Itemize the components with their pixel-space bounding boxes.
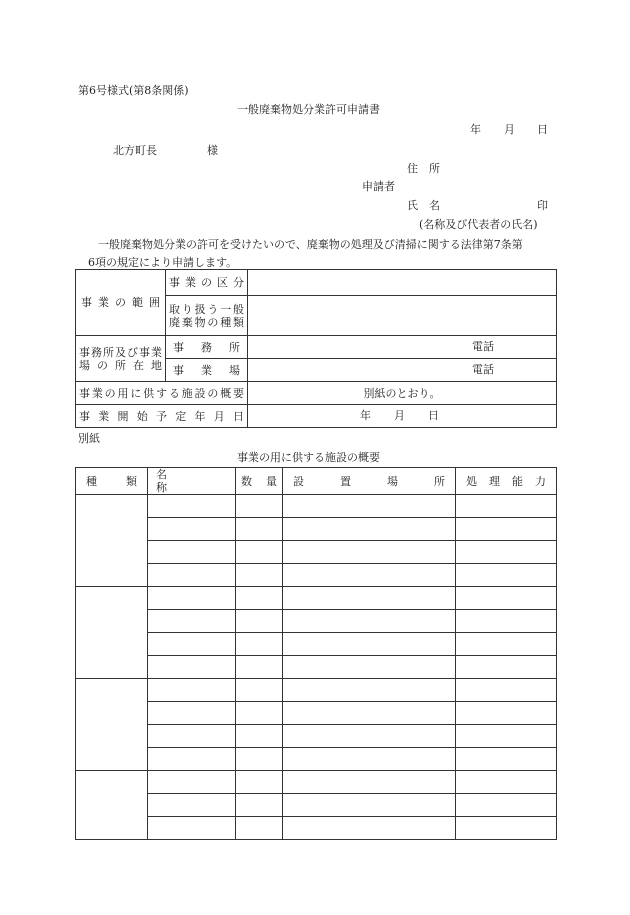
capacity-cell[interactable] [456,817,557,840]
office-value[interactable] [248,336,557,359]
start-year-label: 年 [360,409,371,422]
site-value[interactable] [248,359,557,382]
capacity-cell[interactable] [456,587,557,610]
capacity-cell[interactable] [456,610,557,633]
name-cell[interactable] [148,541,236,564]
facility-overview-value: 別紙のとおり。 [248,382,557,405]
quantity-cell[interactable] [236,656,283,679]
quantity-cell[interactable] [236,610,283,633]
capacity-cell[interactable] [456,564,557,587]
location-cell[interactable] [283,633,456,656]
facility-overview-cell [76,382,248,405]
name-cell[interactable] [148,495,236,518]
start-day-label: 日 [428,409,439,422]
site-label: 事業場 [173,363,240,377]
business-category-value[interactable] [248,270,557,296]
document-title: 一般廃棄物処分業許可申請書 [237,103,380,116]
capacity-cell[interactable] [456,495,557,518]
location-cell[interactable] [283,564,456,587]
table-row [76,564,557,587]
start-month-label: 月 [394,409,405,422]
name-cell[interactable] [148,587,236,610]
waste-type-label-1: 取り扱う一般 [169,302,244,316]
location-cell[interactable] [283,541,456,564]
quantity-cell[interactable] [236,771,283,794]
name-cell[interactable] [148,748,236,771]
location-cell[interactable] [283,748,456,771]
table-row [76,587,557,610]
office-label-1: 事務所及び事業 [79,345,162,359]
table-row [76,518,557,541]
name-cell[interactable] [148,817,236,840]
quantity-cell[interactable] [236,748,283,771]
table-row [76,794,557,817]
type-cell[interactable] [76,679,148,771]
column-location: 設 置 場 所 [283,468,456,495]
start-date-cell [76,405,248,428]
location-cell[interactable] [283,702,456,725]
table-row [76,725,557,748]
location-cell[interactable] [283,610,456,633]
form-number: 第6号様式(第8条関係) [78,84,189,97]
start-date-label: 事業開始予定年月日 [79,409,244,423]
waste-type-label-2: 廃棄物の種類 [169,315,244,329]
name-cell[interactable] [148,725,236,748]
quantity-cell[interactable] [236,541,283,564]
business-category-cell [166,270,248,296]
name-cell[interactable] [148,656,236,679]
name-label: 氏 名 [407,199,440,212]
start-date-value[interactable] [248,405,557,428]
location-cell[interactable] [283,587,456,610]
location-cell[interactable] [283,518,456,541]
quantity-cell[interactable] [236,564,283,587]
name-cell[interactable] [148,633,236,656]
office-label-2: 場の所在地 [79,358,162,372]
quantity-cell[interactable] [236,702,283,725]
name-cell[interactable] [148,679,236,702]
quantity-cell[interactable] [236,725,283,748]
capacity-cell[interactable] [456,633,557,656]
quantity-cell[interactable] [236,794,283,817]
date-day-label: 日 [537,123,548,136]
capacity-cell[interactable] [456,679,557,702]
body-text-line1: 一般廃棄物処分業の許可を受けたいので、廃棄物の処理及び清掃に関する法律第7条第 [98,238,523,251]
location-cell[interactable] [283,725,456,748]
name-note: (名称及び代表者の氏名) [419,218,538,231]
quantity-cell[interactable] [236,587,283,610]
office-label: 事務所 [173,340,240,354]
capacity-cell[interactable] [456,748,557,771]
quantity-cell[interactable] [236,518,283,541]
attachment-label: 別紙 [78,432,100,445]
table-row [76,610,557,633]
capacity-cell[interactable] [456,541,557,564]
table-row [76,541,557,564]
location-cell[interactable] [283,495,456,518]
quantity-cell[interactable] [236,633,283,656]
application-table [75,269,557,428]
table-row [76,771,557,794]
honorific: 様 [207,144,218,157]
addressee: 北方町長 [113,144,157,157]
table-row [76,633,557,656]
capacity-cell[interactable] [456,518,557,541]
office-phone-label: 電話 [472,340,494,353]
name-cell[interactable] [148,610,236,633]
name-cell[interactable] [148,702,236,725]
date-year-label: 年 [470,123,481,136]
facility-overview-label: 事業の用に供する施設の概要 [79,386,244,400]
column-type: 種 類 [76,468,148,495]
table-row [76,748,557,771]
table-row [76,702,557,725]
attachment-title: 事業の用に供する施設の概要 [237,451,380,464]
capacity-cell[interactable] [456,702,557,725]
name-cell[interactable] [148,518,236,541]
capacity-cell[interactable] [456,771,557,794]
office-cell [166,336,248,359]
column-quantity: 数量 [236,468,283,495]
location-cell[interactable] [283,817,456,840]
location-cell[interactable] [283,771,456,794]
table-row [76,679,557,702]
facility-table-header [76,468,557,495]
table-row [76,495,557,518]
column-capacity: 処理能力 [456,468,557,495]
applicant-label: 申請者 [362,180,395,193]
scope-label: 事業の範囲 [81,296,160,309]
office-label-cell [76,336,166,382]
business-category-label: 事業の区分 [169,276,244,289]
name-cell[interactable] [148,771,236,794]
location-cell[interactable] [283,656,456,679]
column-name: 名 称 [148,468,236,495]
type-cell[interactable] [76,587,148,679]
name-cell[interactable] [148,794,236,817]
seal-label: 印 [537,199,548,212]
location-cell[interactable] [283,794,456,817]
quantity-cell[interactable] [236,495,283,518]
facility-table [75,467,557,840]
table-row [76,656,557,679]
date-month-label: 月 [504,123,515,136]
body-text-line2: 6項の規定により申請します。 [88,256,238,269]
waste-type-cell [166,296,248,336]
quantity-cell[interactable] [236,817,283,840]
location-cell[interactable] [283,679,456,702]
site-cell [166,359,248,382]
table-row [76,817,557,840]
type-cell[interactable] [76,495,148,587]
scope-label-cell [76,270,166,336]
site-phone-label: 電話 [472,363,494,376]
capacity-cell[interactable] [456,725,557,748]
quantity-cell[interactable] [236,679,283,702]
address-label: 住 所 [407,162,440,175]
capacity-cell[interactable] [456,656,557,679]
waste-type-value[interactable] [248,296,557,336]
type-cell[interactable] [76,771,148,840]
name-cell[interactable] [148,564,236,587]
capacity-cell[interactable] [456,794,557,817]
